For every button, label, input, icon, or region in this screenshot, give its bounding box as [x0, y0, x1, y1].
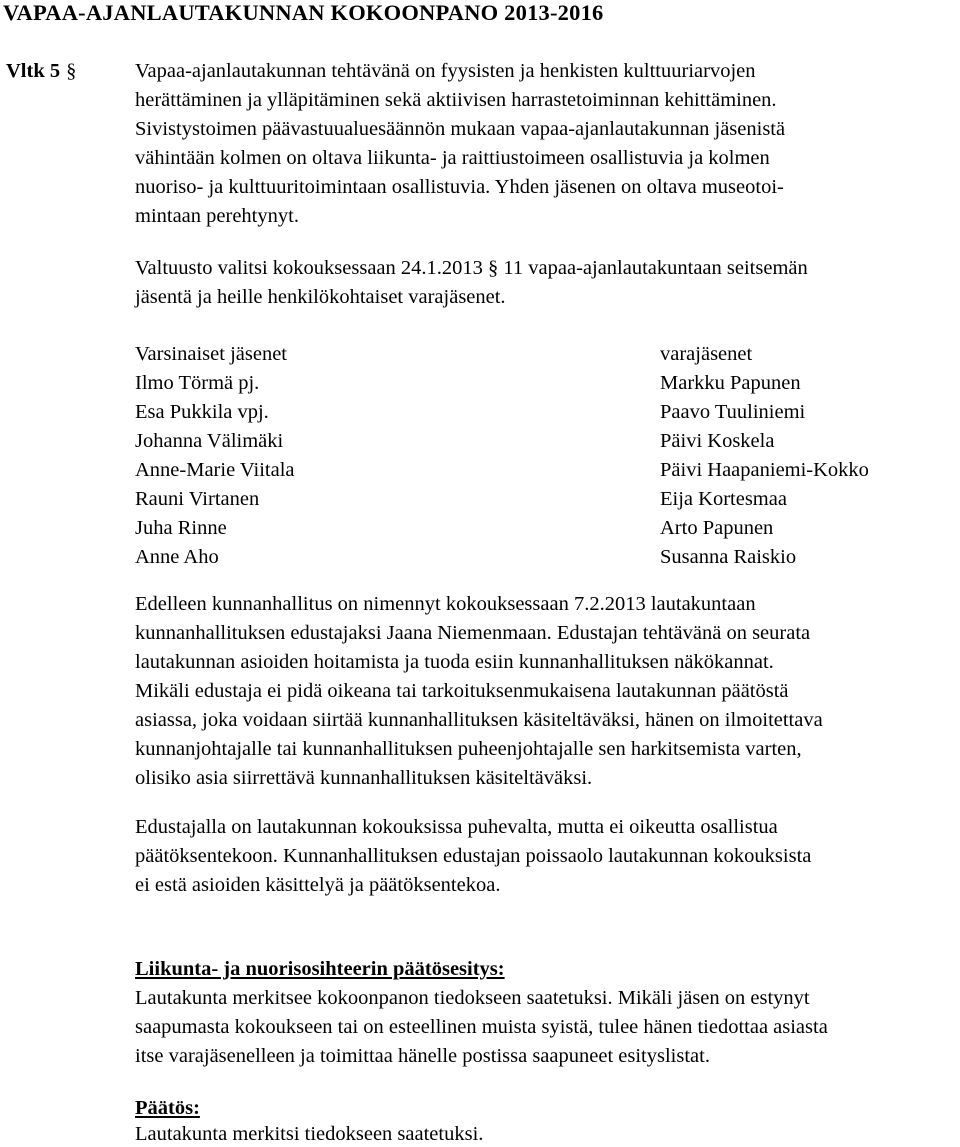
proposal-line: saapumasta kokoukseen tai on esteellinen muista syistä, tulee hänen tiedottaa asiasta — [135, 1016, 828, 1038]
deputy-member: Susanna Raiskio — [660, 546, 797, 568]
representative-paragraph — [135, 590, 957, 793]
intro-line: mintaan perehtynyt. — [135, 205, 299, 227]
regular-members-list — [135, 340, 295, 572]
deputy-members-list — [660, 340, 869, 572]
speaking-rights-line: ei estä asioiden käsittelyä ja päätöksentekoa. — [135, 874, 501, 896]
intro-line: Sivistystoimen päävastuualuesäännön mukaan vapaa-ajanlautakunnan jäsenistä — [135, 118, 786, 140]
regular-member: Esa Pukkila vpj. — [135, 401, 269, 423]
election-paragraph — [135, 254, 957, 312]
deputy-member: Markku Papunen — [660, 372, 801, 394]
section-reference — [6, 60, 76, 83]
representative-line: kunnanjohtajalle tai kunnanhallituksen puheenjohtajalle sen harkitsemista varten, — [135, 738, 802, 760]
speaking-rights-line: Edustajalla on lautakunnan kokouksissa puhevalta, mutta ei oikeutta osallistua — [135, 816, 778, 838]
section-symbol: § — [66, 60, 77, 82]
proposal-section — [135, 955, 957, 1071]
speaking-rights-paragraph — [135, 813, 957, 900]
deputy-member: Arto Papunen — [660, 517, 774, 539]
proposal-heading: Liikunta- ja nuorisosihteerin päätösesitys: — [135, 958, 505, 980]
representative-line: lautakunnan asioiden hoitamista ja tuoda esiin kunnanhallituksen näkökannat. — [135, 651, 774, 673]
deputy-member: Päivi Haapaniemi-Kokko — [660, 459, 869, 481]
section-label: Vltk 5 — [6, 60, 61, 82]
regular-member: Juha Rinne — [135, 517, 227, 539]
deputy-member: Paavo Tuuliniemi — [660, 401, 806, 423]
intro-line: nuoriso- ja kulttuuritoimintaan osallistuvia. Yhden jäsenen on oltava museotoi- — [135, 176, 784, 198]
regular-member: Johanna Välimäki — [135, 430, 284, 452]
regular-member: Rauni Virtanen — [135, 488, 260, 510]
proposal-line: itse varajäsenelleen ja toimittaa hänelle postissa saapuneet esityslistat. — [135, 1045, 710, 1067]
representative-line: Edelleen kunnanhallitus on nimennyt kokouksessaan 7.2.2013 lautakuntaan — [135, 593, 756, 615]
regular-member: Anne-Marie Viitala — [135, 459, 295, 481]
deputy-member: Eija Kortesmaa — [660, 488, 787, 510]
representative-line: asiassa, joka voidaan siirtää kunnanhallituksen käsiteltäväksi, hänen on ilmoitettava — [135, 709, 823, 731]
election-line: jäsentä ja heille henkilökohtaiset varajäsenet. — [135, 286, 506, 308]
regular-member: Ilmo Törmä pj. — [135, 372, 260, 394]
election-line: Valtuusto valitsi kokouksessaan 24.1.2013 § 11 vapaa-ajanlautakuntaan seitsemän — [135, 257, 808, 279]
regular-members-header: Varsinaiset jäsenet — [135, 343, 287, 365]
page-title: VAPAA-AJANLAUTAKUNNAN KOKOONPANO 2013-2016 — [3, 0, 604, 25]
intro-paragraph — [135, 57, 957, 231]
deputy-members-header: varajäsenet — [660, 343, 753, 365]
decision-section — [135, 1095, 957, 1147]
deputy-member: Päivi Koskela — [660, 430, 775, 452]
speaking-rights-line: päätöksentekoon. Kunnanhallituksen edustajan poissaolo lautakunnan kokouksista — [135, 845, 812, 867]
regular-member: Anne Aho — [135, 546, 219, 568]
representative-line: Mikäli edustaja ei pidä oikeana tai tarkoituksenmukaisena lautakunnan päätöstä — [135, 680, 789, 702]
intro-line: Vapaa-ajanlautakunnan tehtävänä on fyysisten ja henkisten kulttuuriarvojen — [135, 60, 756, 82]
representative-line: olisiko asia siirrettävä kunnanhallituksen käsiteltäväksi. — [135, 767, 593, 789]
intro-line: herättäminen ja ylläpitäminen sekä aktiivisen harrastetoiminnan kehittäminen. — [135, 89, 777, 111]
proposal-line: Lautakunta merkitsee kokoonpanon tiedokseen saatetuksi. Mikäli jäsen on estynyt — [135, 987, 810, 1009]
intro-line: vähintään kolmen on oltava liikunta- ja raittiustoimeen osallistuvia ja kolmen — [135, 147, 770, 169]
representative-line: kunnanhallituksen edustajaksi Jaana Niemenmaan. Edustajan tehtävänä on seurata — [135, 622, 811, 644]
decision-heading: Päätös: — [135, 1097, 200, 1119]
decision-line: Lautakunta merkitsi tiedokseen saatetuksi. — [135, 1123, 484, 1145]
